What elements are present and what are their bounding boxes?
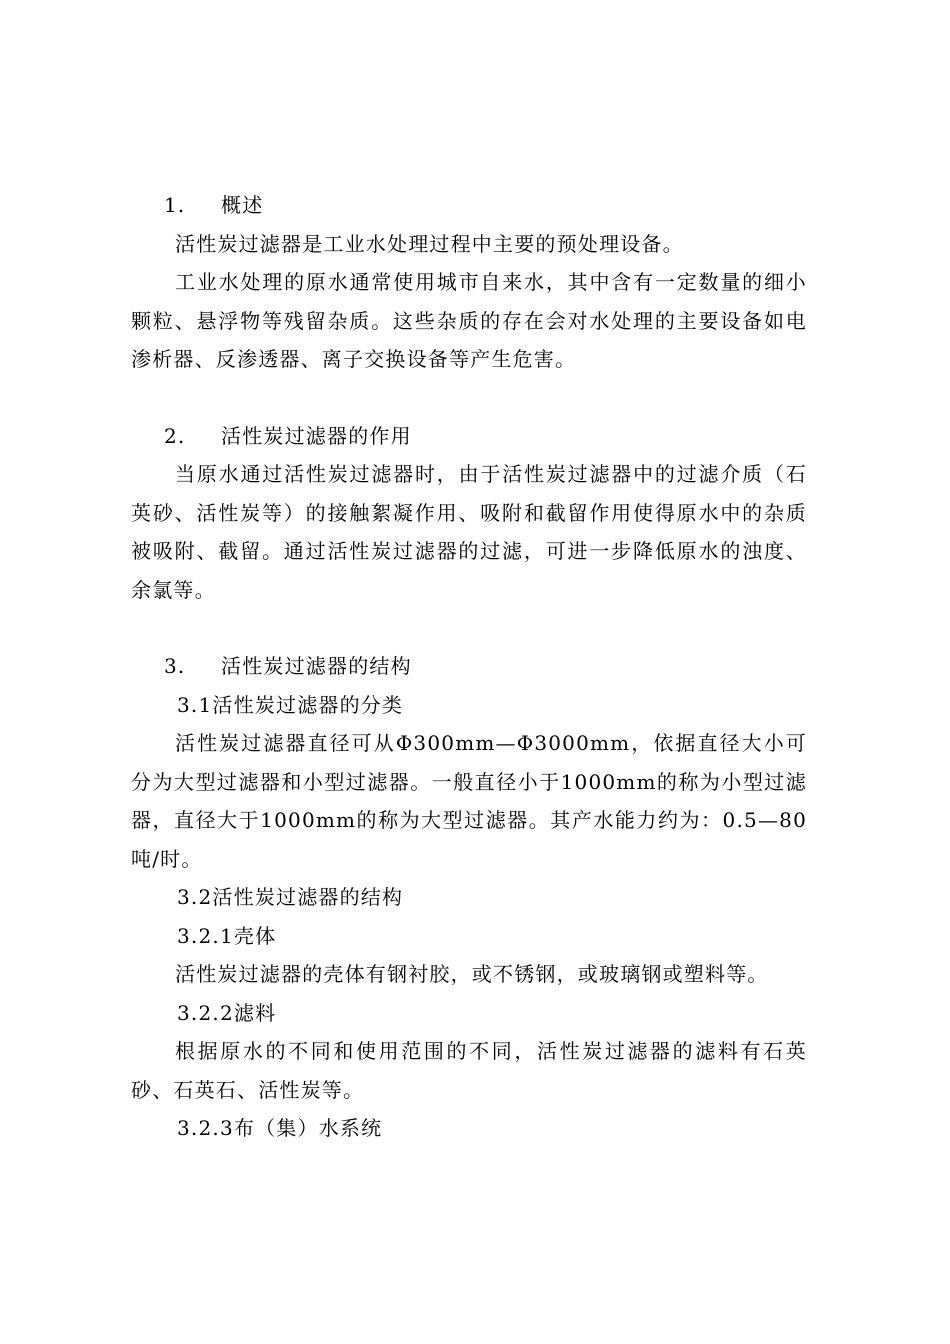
section-2-title: 活性炭过滤器的作用	[221, 423, 412, 448]
section-2-heading	[131, 417, 807, 456]
section-2-paragraph-1: 当原水通过活性炭过滤器时，由于活性炭过滤器中的过滤介质（石英砂、活性炭等）的接触絮凝作用、吸附和截留作用使得原水中的杂质被吸附、截留。通过活性炭过滤器的过滤，可进一步降低原水的浊度、余氯等。	[131, 462, 807, 602]
section-1-number: 1.	[164, 193, 186, 217]
subsection-3-1-title: 3.1活性炭过滤器的分类	[177, 692, 404, 717]
subsection-3-2-1-paragraph: 活性炭过滤器的壳体有钢衬胶，或不锈钢，或玻璃钢或塑料等。	[175, 962, 769, 986]
section-3-heading	[131, 647, 807, 686]
subsection-3-2-2-title: 3.2.2滤料	[177, 1000, 277, 1025]
section-1-title: 概述	[221, 193, 264, 217]
document-body	[131, 186, 807, 1148]
subsection-3-2-3-title: 3.2.3布（集）水系统	[177, 1116, 383, 1140]
subsection-3-1-paragraph: 活性炭过滤器直径可从Φ300mm—Φ3000mm，依据直径大小可分为大型过滤器和小型过滤器。一般直径小于1000mm的称为小型过滤器，直径大于1000mm的称为大型过滤器。其产水能力约为：0.5—80吨/时。	[131, 731, 807, 871]
section-3-number: 3.	[164, 654, 186, 678]
section-spacer	[131, 379, 807, 417]
section-2-number: 2.	[164, 423, 186, 448]
subsection-3-2-2-paragraph: 根据原水的不同和使用范围的不同，活性炭过滤器的滤料有石英砂、石英石、活性炭等。	[131, 1039, 807, 1102]
subsection-3-2-title: 3.2活性炭过滤器的结构	[177, 885, 404, 909]
subsection-3-2-1-title: 3.2.1壳体	[177, 923, 277, 948]
section-spacer	[131, 609, 807, 647]
section-1-paragraph-1: 活性炭过滤器是工业水处理过程中主要的预处理设备。	[175, 231, 684, 256]
section-1-paragraph-2: 工业水处理的原水通常使用城市自来水，其中含有一定数量的细小颗粒、悬浮物等残留杂质。这些杂质的存在会对水处理的主要设备如电渗析器、反渗透器、离子交换设备等产生危害。	[131, 270, 807, 371]
section-3-title: 活性炭过滤器的结构	[221, 654, 412, 678]
section-1-heading	[131, 186, 807, 225]
